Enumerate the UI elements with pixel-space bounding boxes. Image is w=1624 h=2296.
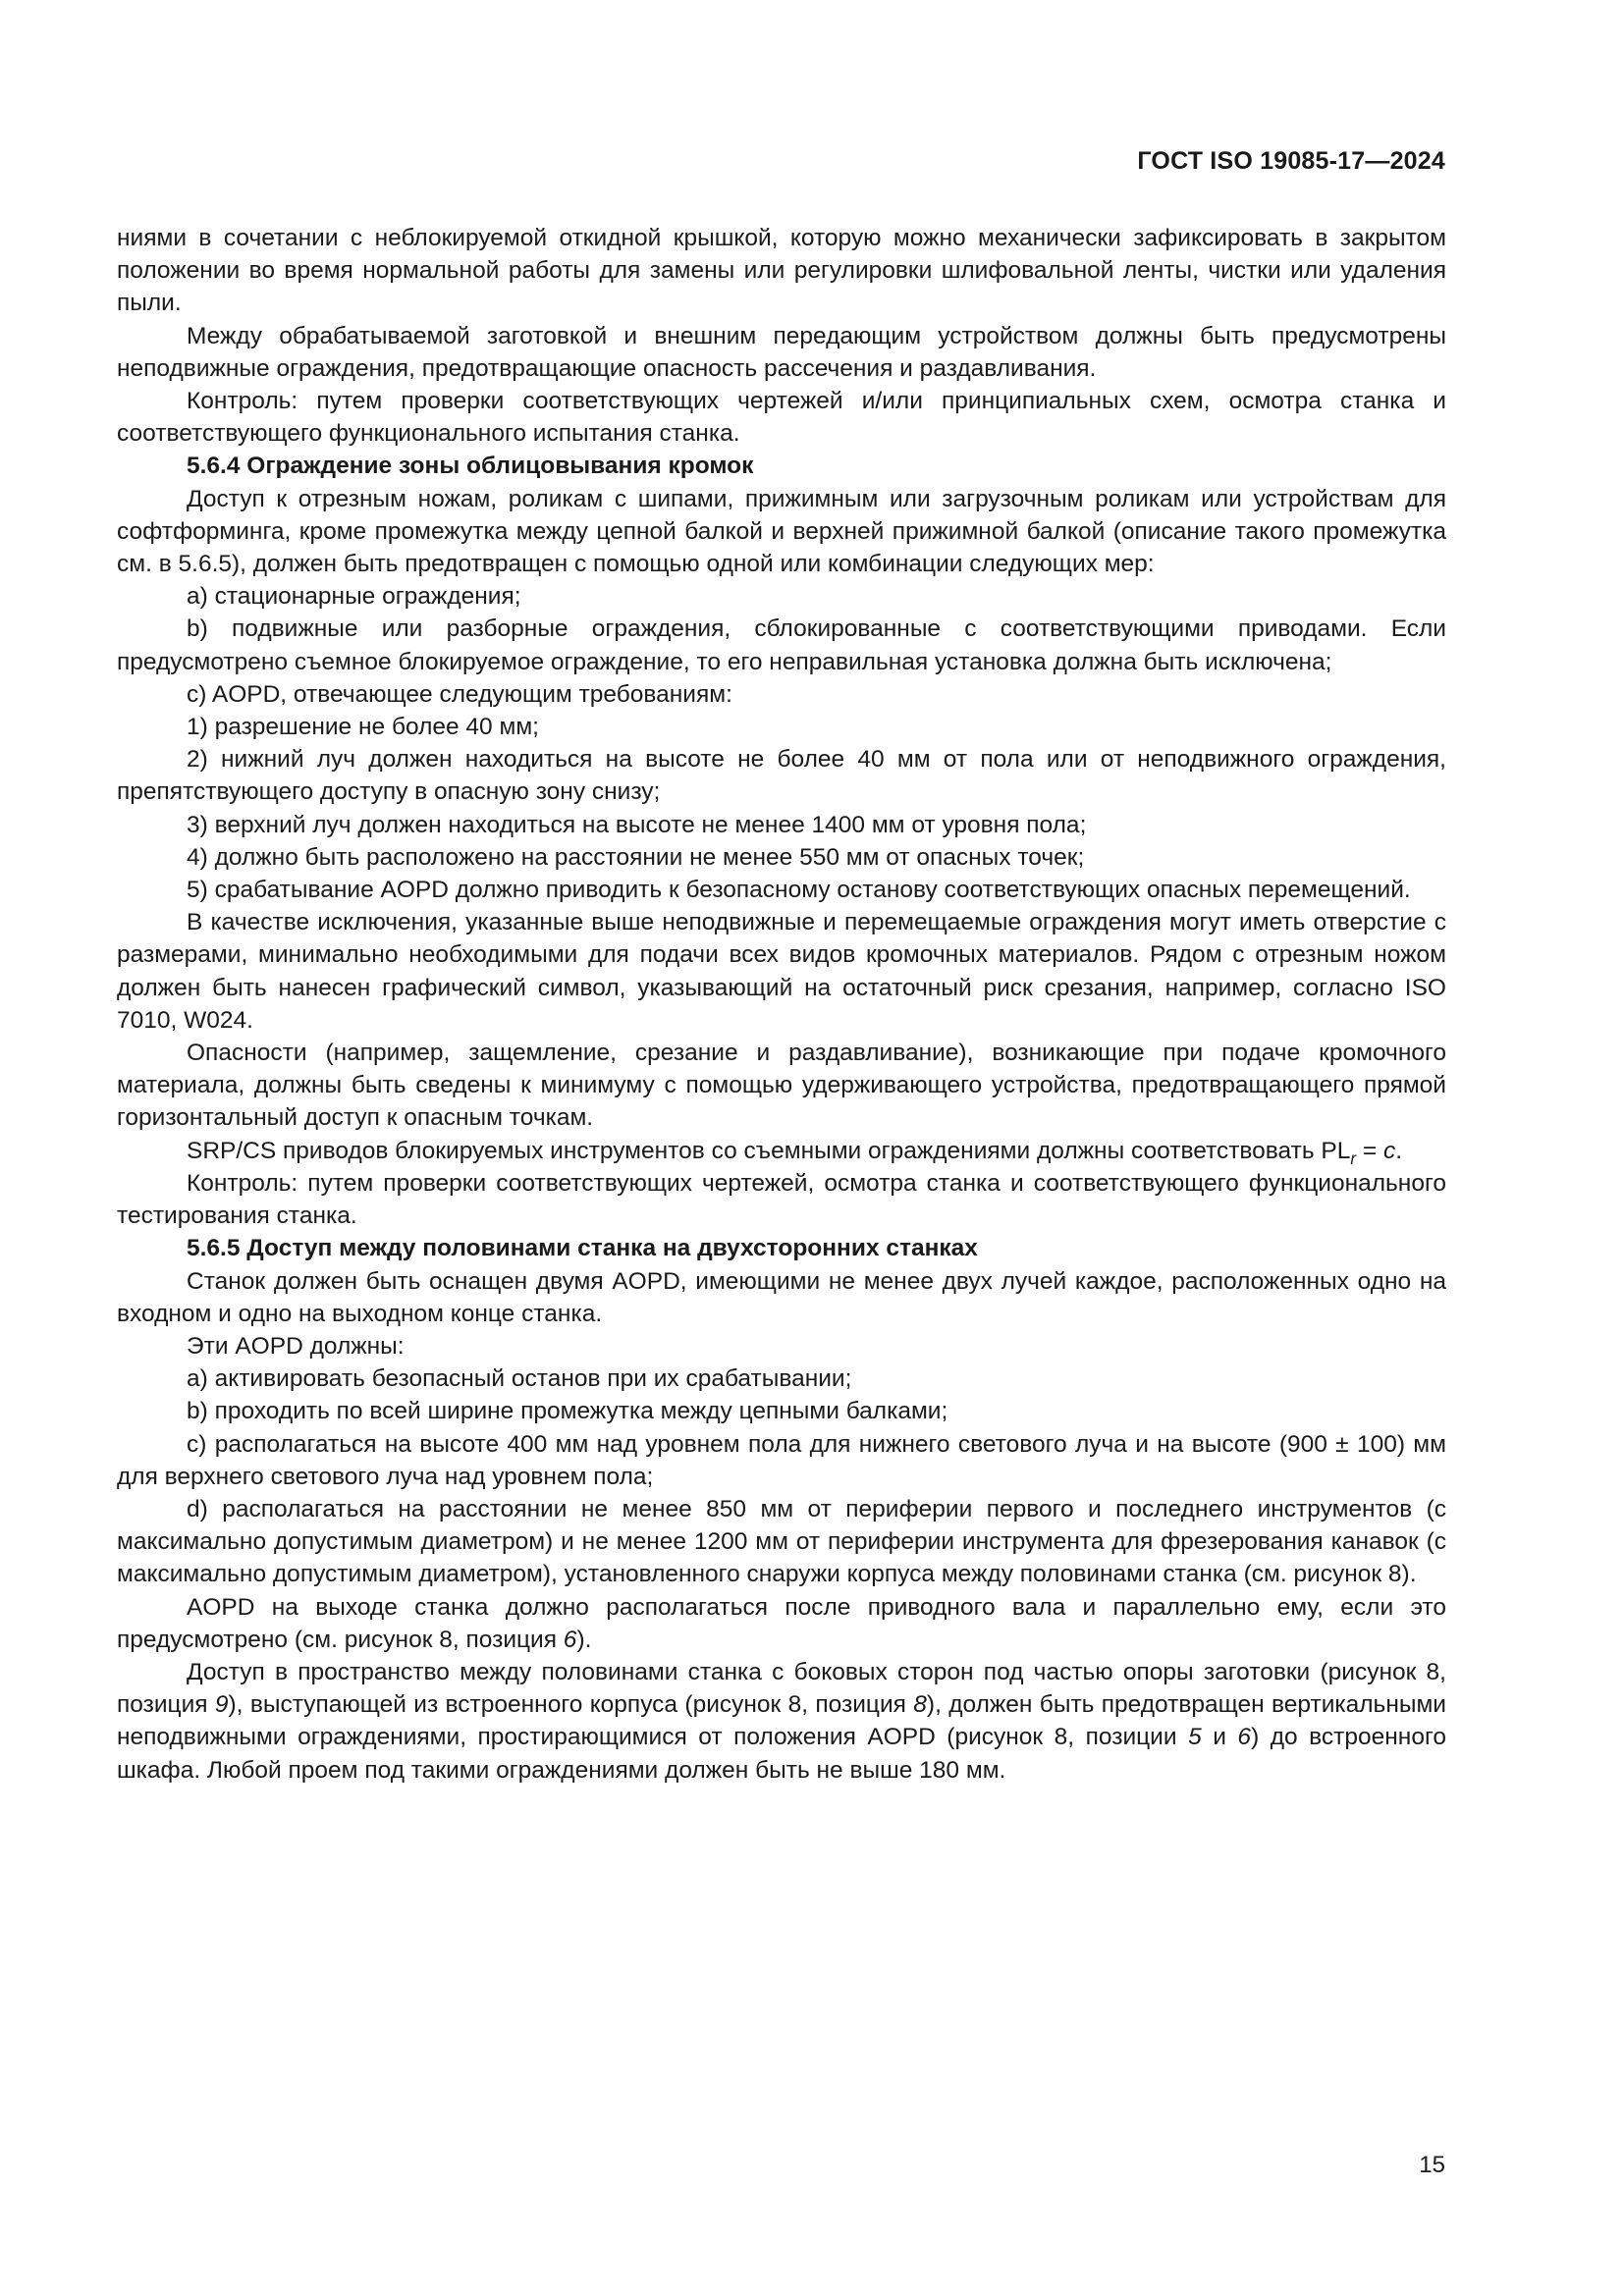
list-item-4: 4) должно быть расположено на расстоянии не менее 550 мм от опасных точек;: [187, 843, 1085, 871]
paragraph-aopd-exit: [117, 1591, 1446, 1656]
text-run: и: [1201, 1724, 1238, 1751]
list-item-c: c) AOPD, отвечающее следующим требованиям:: [187, 680, 732, 708]
text-run: .: [1395, 1137, 1403, 1164]
list-item-2: 2) нижний луч должен находиться на высоте не более 40 мм от пола или от неподвижного ограждения, препятствующего доступу в опасную зону снизу;: [117, 746, 1446, 806]
paragraph: Доступ к отрезным ножам, роликам с шипами, прижимным или загрузочным роликам или устройствам для софтформинга, кроме промежутка между цепной балкой и верхней прижимной балкой (описание такого промежутка см. в 5.6.5), должен быть предотвращен с помощью одной или комбинации следующих мер:: [117, 485, 1446, 578]
paragraph: ниями в сочетании с неблокируемой откидной крышкой, которую можно механически зафиксировать в закрытом положении во время нормальной работы для замены или регулировки шлифовальной ленты, чистки или удаления пыли.: [117, 225, 1446, 317]
text-run: SRP/CS приводов блокируемых инструментов со съемными ограждениями должны соответствовать PL: [187, 1137, 1351, 1164]
text-run: =: [1356, 1137, 1384, 1164]
list-item-b: b) подвижные или разборные ограждения, сблокированные с соответствующими приводами. Если предусмотрено съемное блокируемое ограждение, то его неправильная установка должна быть исключена;: [117, 615, 1446, 675]
subscript-r: r: [1350, 1148, 1357, 1168]
list-item-5: 5) срабатывание AOPD должно приводить к безопасному останову соответствующих опасных перемещений.: [187, 877, 1411, 904]
list-item-1: 1) разрешение не более 40 мм;: [187, 714, 539, 741]
page-number: 15: [1419, 2152, 1445, 2178]
list-item-b: b) проходить по всей ширине промежутка между цепными балками;: [187, 1398, 948, 1425]
list-item-a: a) стационарные ограждения;: [187, 583, 521, 611]
italic-ref: 6: [563, 1626, 577, 1653]
text-run: ), должен быть предотвращен вертикальными неподвижными ограждениями, простирающимися от положения AOPD (рисунок 8, позиции: [117, 1691, 1446, 1751]
italic-ref: 8: [913, 1691, 927, 1719]
text-run: Доступ в пространство между половинами станка с боковых сторон под частью опоры заготовки (рисунок 8, позиция: [117, 1658, 1446, 1719]
italic-ref: 6: [1237, 1724, 1252, 1751]
document-header: ГОСТ ISO 19085-17—2024: [1137, 147, 1445, 175]
italic-ref: 5: [1188, 1724, 1202, 1751]
text-run: ), выступающей из встроенного корпуса (рисунок 8, позиция: [228, 1691, 914, 1719]
text-run: AOPD на выходе станка должно располагаться после приводного вала и параллельно ему, если это предусмотрено (см. рисунок 8, позиция: [117, 1593, 1446, 1653]
paragraph: Эти AOPD должны:: [187, 1332, 405, 1360]
document-body: [117, 222, 1446, 1787]
section-heading-5-6-5: 5.6.5 Доступ между половинами станка на двухсторонних станках: [187, 1235, 978, 1262]
list-item-c: c) располагаться на высоте 400 мм над уровнем пола для нижнего светового луча и на высоте (900 ± 100) мм для верхнего светового луча над уровнем пола;: [117, 1430, 1446, 1490]
list-item-d: d) располагаться на расстоянии не менее 850 мм от периферии первого и последнего инструментов (с максимально допустимым диаметром) и не менее 1200 мм от периферии инструмента для фрезерования канавок (с максимально допустимым диаметром), установленного снаружи корпуса между половинами станка (см. рисунок 8).: [117, 1495, 1446, 1588]
paragraph-access: [117, 1656, 1446, 1787]
paragraph: Контроль: путем проверки соответствующих чертежей, осмотра станка и соответствующего функционального тестирования станка.: [117, 1169, 1446, 1230]
italic-ref: 9: [214, 1691, 229, 1719]
text-run: ).: [576, 1626, 592, 1653]
paragraph: Опасности (например, защемление, срезание и раздавливание), возникающие при подаче кромочного материала, должны быть сведены к минимуму с помощью удерживающего устройства, предотвращающего прямой горизонтальный доступ к опасным точкам.: [117, 1040, 1446, 1132]
italic-c: c: [1383, 1137, 1396, 1164]
paragraph: Между обрабатываемой заготовкой и внешним передающим устройством должны быть предусмотрены неподвижные ограждения, предотвращающие опасность рассечения и раздавливания.: [117, 322, 1446, 382]
paragraph-srp-cs: [117, 1135, 1446, 1167]
list-item-3: 3) верхний луч должен находиться на высоте не менее 1400 мм от уровня пола;: [187, 811, 1087, 838]
paragraph: Контроль: путем проверки соответствующих чертежей и/или принципиальных схем, осмотра станка и соответствующего функционального испытания станка.: [117, 388, 1446, 448]
list-item-a: a) активировать безопасный останов при их срабатывании;: [187, 1365, 852, 1393]
paragraph: В качестве исключения, указанные выше неподвижные и перемещаемые ограждения могут иметь отверстие с размерами, минимально необходимыми для подачи всех видов кромочных материалов. Рядом с отрезным ножом должен быть нанесен графический символ, указывающий на остаточный риск срезания, например, согласно ISO 7010, W024.: [117, 909, 1446, 1034]
section-heading-5-6-4: 5.6.4 Ограждение зоны облицовывания кромок: [187, 453, 754, 480]
paragraph: Станок должен быть оснащен двумя AOPD, имеющими не менее двух лучей каждое, расположенных одно на входном и одно на выходном конце станка.: [117, 1267, 1446, 1327]
text-run: ) до встроенного шкафа. Любой проем под такими ограждениями должен быть не выше 180 мм.: [117, 1724, 1446, 1784]
